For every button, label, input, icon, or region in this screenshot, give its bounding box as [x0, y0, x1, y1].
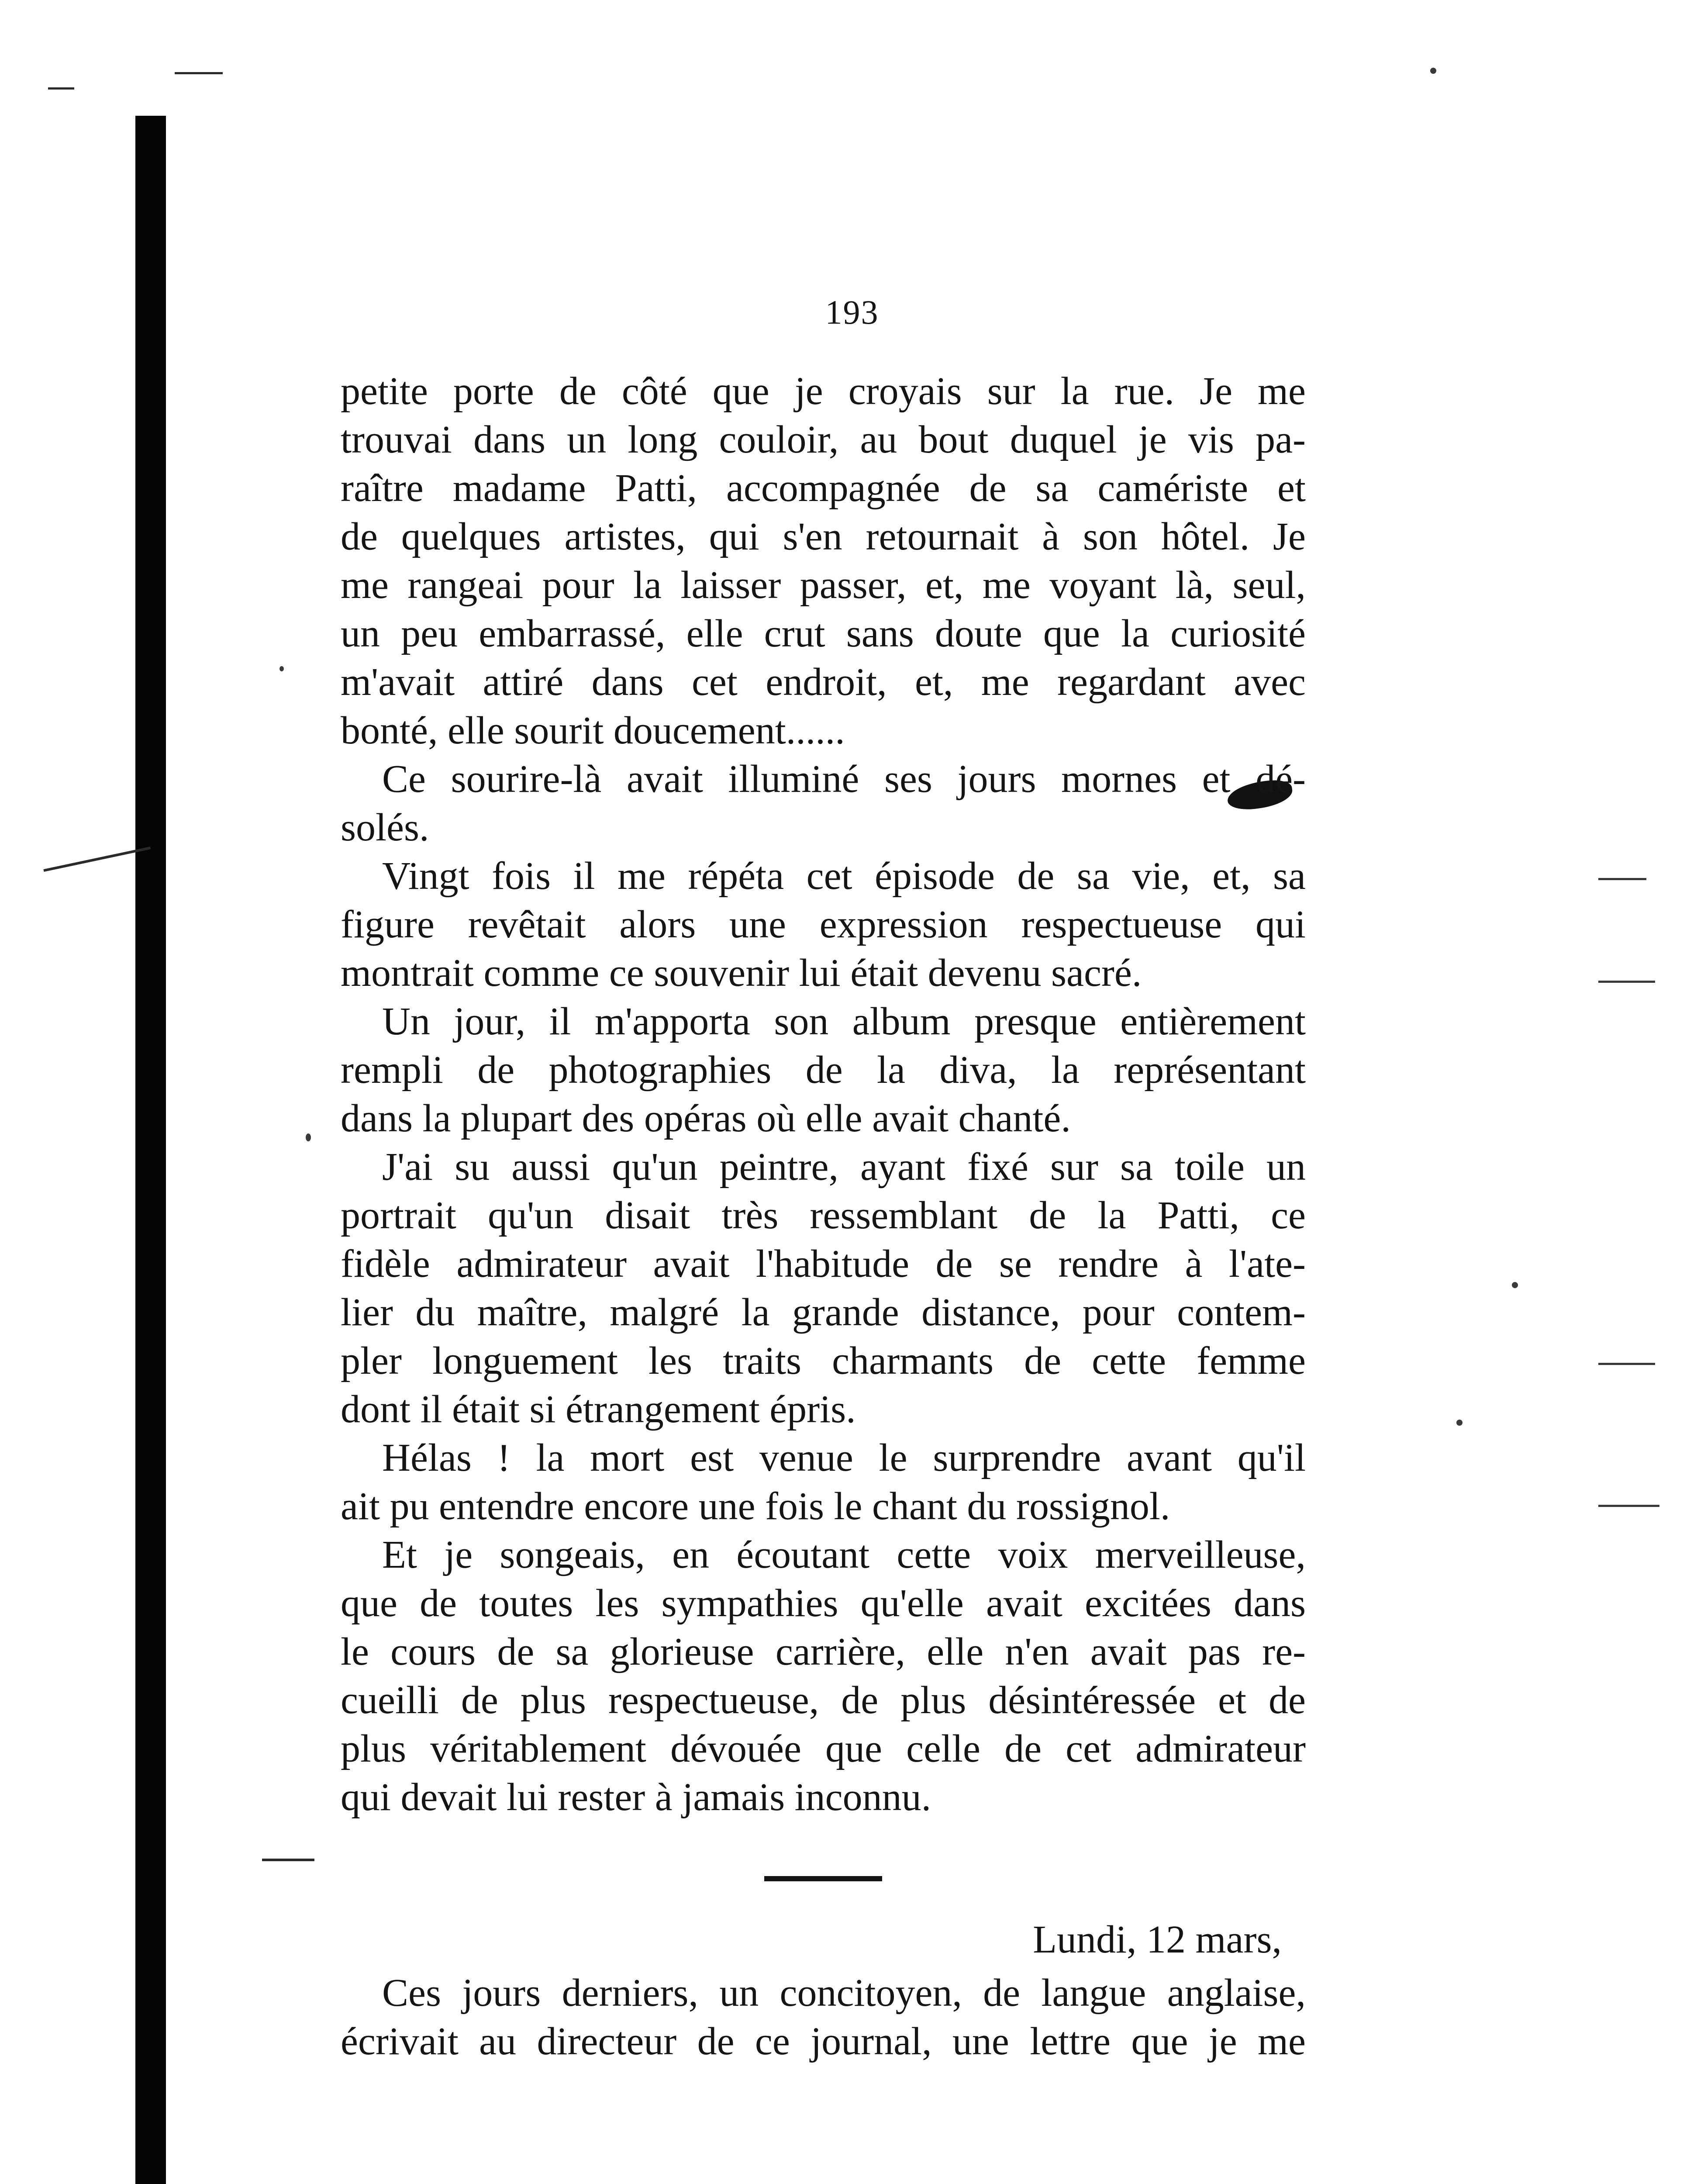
- text-line: raître madame Patti, accompagnée de sa camériste et: [341, 467, 1306, 510]
- body-text: [341, 367, 1306, 1821]
- paragraph: [341, 997, 1306, 1143]
- binding-mark: [262, 1859, 314, 1861]
- text-line: solés.: [341, 806, 429, 849]
- paragraph: [341, 852, 1306, 997]
- margin-rule: [1598, 878, 1646, 880]
- margin-rule: [1598, 1505, 1659, 1507]
- text-line: dans la plupart des opéras où elle avait chanté.: [341, 1097, 1071, 1140]
- scan-speck: [279, 666, 284, 671]
- text-line: le cours de sa glorieuse carrière, elle n'en avait pas re-: [341, 1630, 1306, 1673]
- dateline: Lundi, 12 mars,: [1033, 1918, 1282, 1961]
- text-line: pler longuement les traits charmants de cette femme: [341, 1339, 1306, 1382]
- text-line: trouvai dans un long couloir, au bout duquel je vis pa-: [341, 418, 1306, 461]
- binding-mark: [43, 847, 151, 872]
- text-line: Ce sourire-là avait illuminé ses jours mornes et dé-: [382, 757, 1306, 801]
- text-line: Vingt fois il me répéta cet épisode de sa vie, et, sa: [382, 854, 1306, 898]
- text-line: que de toutes les sympathies qu'elle avait excitées dans: [341, 1582, 1306, 1625]
- text-line: cueilli de plus respectueuse, de plus désintéressée et de: [341, 1679, 1306, 1722]
- text-line: me rangeai pour la laisser passer, et, me voyant là, seul,: [341, 563, 1306, 607]
- paragraph: [341, 367, 1306, 755]
- text-line: de quelques artistes, qui s'en retournait à son hôtel. Je: [341, 515, 1306, 558]
- text-line: Un jour, il m'apporta son album presque entièrement: [382, 1000, 1306, 1043]
- paragraph: [341, 755, 1306, 852]
- text-line: qui devait lui rester à jamais inconnu.: [341, 1776, 931, 1819]
- text-line: plus véritablement dévouée que celle de cet admirateur: [341, 1727, 1306, 1770]
- scan-speck: [1456, 1420, 1463, 1426]
- text-line: Ces jours derniers, un concitoyen, de langue anglaise,: [382, 1971, 1306, 2015]
- text-line: bonté, elle sourit doucement......: [341, 709, 845, 752]
- text-line: écrivait au directeur de ce journal, une lettre que je me: [341, 2020, 1306, 2063]
- margin-rule: [1598, 981, 1655, 983]
- text-line: m'avait attiré dans cet endroit, et, me regardant avec: [341, 660, 1306, 704]
- text-line: portrait qu'un disait très ressemblant de la Patti, ce: [341, 1194, 1306, 1237]
- paragraph: [341, 1969, 1306, 2066]
- next-entry-text: [341, 1969, 1306, 2066]
- scan-speck: [306, 1133, 311, 1141]
- text-line: ait pu entendre encore une fois le chant du rossignol.: [341, 1485, 1170, 1528]
- paragraph: [341, 1434, 1306, 1531]
- text-line: lier du maître, malgré la grande distance, pour contem-: [341, 1291, 1306, 1334]
- paragraph: [341, 1143, 1306, 1434]
- text-line: figure revêtait alors une expression respectueuse qui: [341, 903, 1306, 946]
- binding-mark: [48, 87, 74, 90]
- section-divider: [764, 1876, 882, 1881]
- binding-mark: [175, 72, 223, 74]
- text-line: J'ai su aussi qu'un peintre, ayant fixé sur sa toile un: [382, 1145, 1306, 1189]
- text-line: Hélas ! la mort est venue le surprendre avant qu'il: [382, 1436, 1306, 1479]
- scan-speck: [1430, 68, 1436, 74]
- paragraph: [341, 1531, 1306, 1821]
- text-line: dont il était si étrangement épris.: [341, 1388, 856, 1431]
- margin-rule: [1598, 1363, 1655, 1365]
- page-number: 193: [825, 293, 879, 331]
- text-line: rempli de photographies de la diva, la représentant: [341, 1048, 1306, 1092]
- text-line: Et je songeais, en écoutant cette voix merveilleuse,: [382, 1533, 1306, 1576]
- text-line: fidèle admirateur avait l'habitude de se rendre à l'ate-: [341, 1242, 1306, 1286]
- text-line: petite porte de côté que je croyais sur la rue. Je me: [341, 370, 1306, 413]
- text-line: montrait comme ce souvenir lui était devenu sacré.: [341, 951, 1142, 995]
- text-line: un peu embarrassé, elle crut sans doute que la curiosité: [341, 612, 1306, 655]
- scan-speck: [1512, 1282, 1518, 1288]
- binding-shadow: [135, 116, 166, 2184]
